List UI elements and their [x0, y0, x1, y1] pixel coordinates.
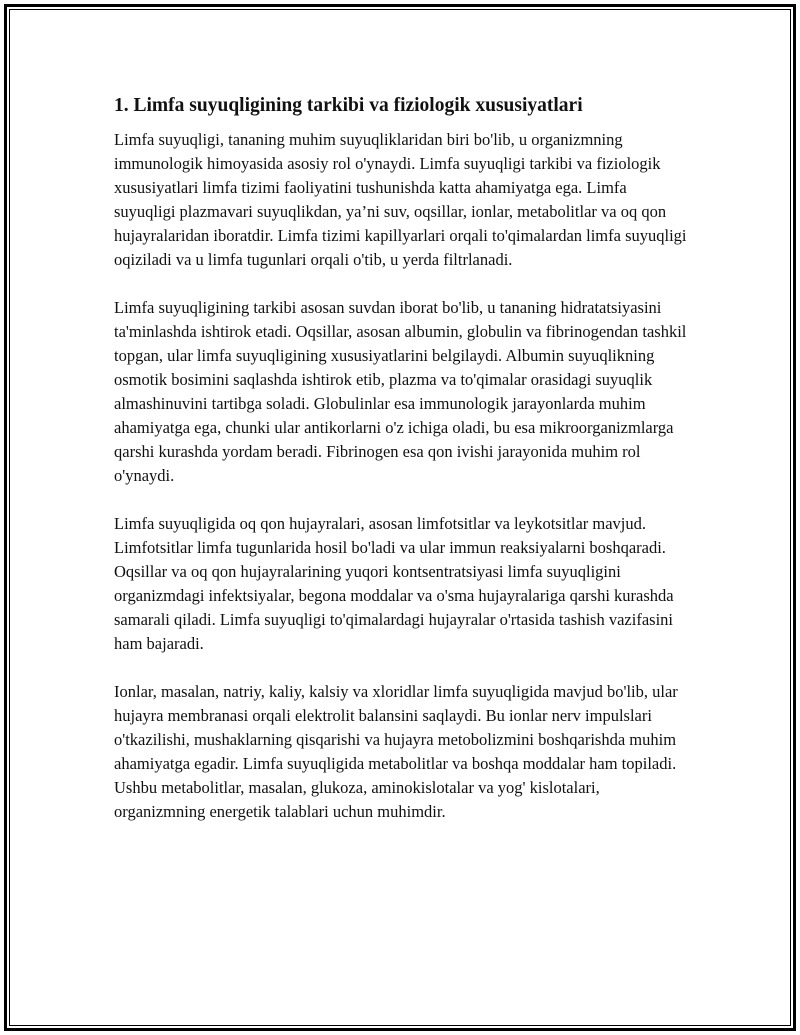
paragraph-1: Limfa suyuqligi, tananing muhim suyuqliklaridan biri bo'lib, u organizmning immunologik himoyasida asosiy rol o'ynaydi. Limfa suyuqligi tarkibi va fiziologik xususiyatlari limfa tizimi faoliyatini tushunishda katta ahamiyatga ega. Limfa suyuqligi plazmavari suyuqlikdan, ya’ni suv, oqsillar, ionlar, metabolitlar va oq qon hujayralaridan iboratdir. Limfa tizimi kapillyarlari orqali to'qimalardan limfa suyuqligi oqiziladi va u limfa tugunlari orqali o'tib, u yerda filtrlanadi.	[114, 130, 687, 269]
paragraph-3: Limfa suyuqligida oq qon hujayralari, asosan limfotsitlar va leykotsitlar mavjud. Limfotsitlar limfa tugunlarida hosil bo'ladi va ular immun reaksiyalarni boshqaradi. Oqsillar va oq qon hujayralarining yuqori kontsentratsiyasi limfa suyuqligini organizmdagi infektsiyalar, begona moddalar va o'sma hujayralariga qarshi kurashda samarali qiladi. Limfa suyuqligi to'qimalardagi hujayralar o'rtasida tashish vazifasini ham bajaradi.	[114, 514, 674, 653]
document-body	[114, 94, 689, 848]
paragraph-2: Limfa suyuqligining tarkibi asosan suvdan iborat bo'lib, u tananing hidratatsiyasini ta'minlashda ishtirok etadi. Oqsillar, asosan albumin, globulin va fibrinogendan tashkil topgan, ular limfa suyuqligining xususiyatlarini belgilaydi. Albumin suyuqlikning osmotik bosimini saqlashda ishtirok etib, plazma va to'qimalar orasidagi suyuqlik almashinuvini tartibga soladi. Globulinlar esa immunologik jarayonlarda muhim ahamiyatga ega, chunki ular antikorlarni o'z ichiga oladi, bu esa mikroorganizmlarga qarshi kurashda yordam beradi. Fibrinogen esa qon ivishi jarayonida muhim rol o'ynaydi.	[114, 298, 687, 485]
section-heading: 1. Limfa suyuqligining tarkibi va fiziologik xususiyatlari	[114, 95, 583, 116]
paragraph-4: Ionlar, masalan, natriy, kaliy, kalsiy va xloridlar limfa suyuqligida mavjud bo'lib, ular hujayra membranasi orqali elektrolit balansini saqlaydi. Bu ionlar nerv impulslari o'tkazilishi, mushaklarning qisqarishi va hujayra metobolizmini boshqarishda muhim ahamiyatga egadir. Limfa suyuqligida metabolitlar va boshqa moddalar ham topiladi. Ushbu metabolitlar, masalan, glukoza, aminokislotalar va yog' kislotalari, organizmning energetik talablari uchun muhimdir.	[114, 682, 678, 821]
